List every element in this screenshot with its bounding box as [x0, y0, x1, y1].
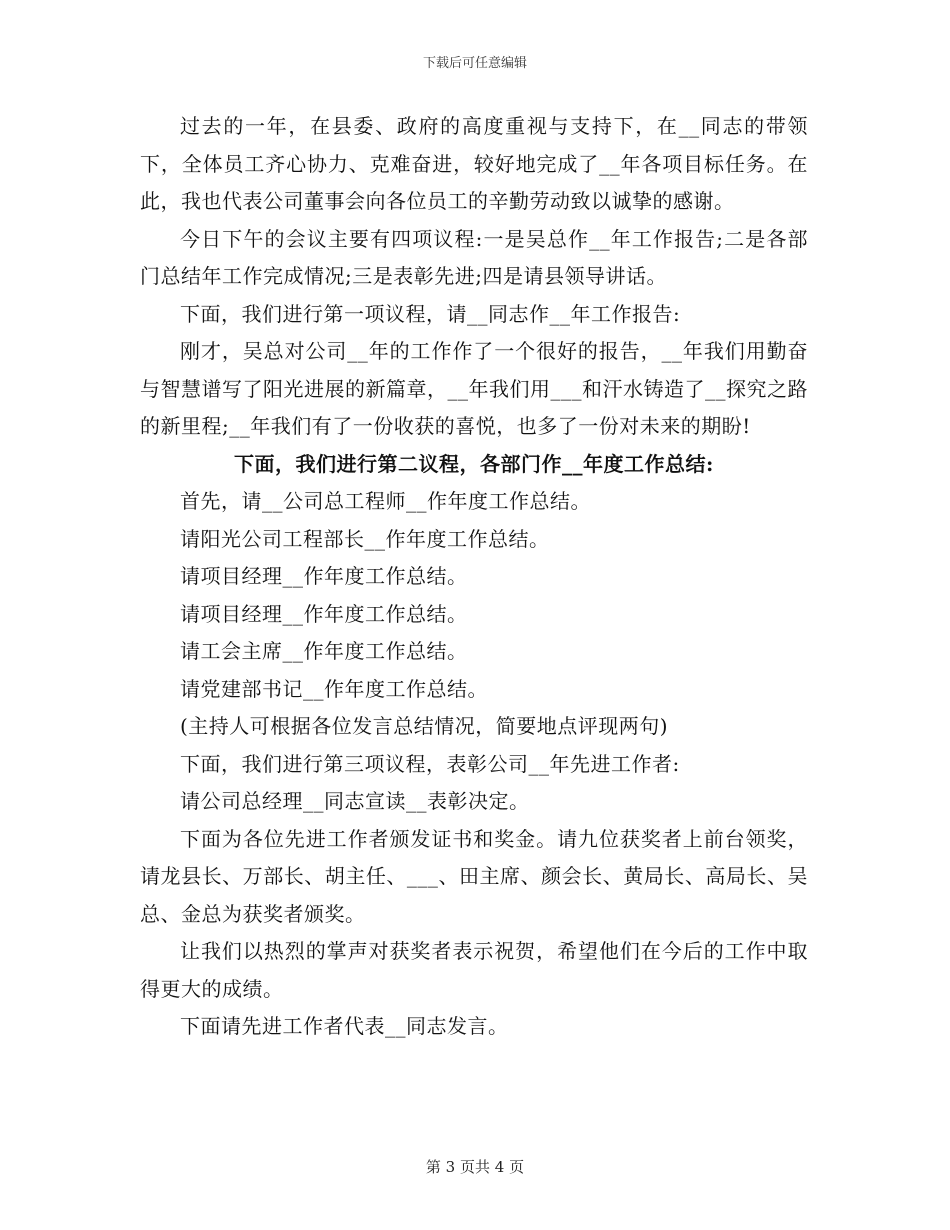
- page-footer: 第 3 页共 4 页: [425, 1158, 525, 1176]
- paragraph-host-note: (主持人可根据各位发言总结情况，简要地点评现两句): [180, 714, 669, 738]
- paragraph-agenda-item-3: 下面，我们进行第三项议程，表彰公司__年先进工作者:: [180, 751, 680, 776]
- paragraph-opening: 过去的一年，在县委、政府的高度重视与支持下，在__同志的带领下，全体员工齐心协力、克难奋进，较好地完成了__年各项目标任务。在此，我也代表公司董事会向各位员工的辛勤劳动致以诚挚的感谢。: [140, 114, 808, 213]
- document-body: [140, 108, 808, 1046]
- paragraph-applause: 让我们以热烈的掌声对获奖者表示祝贺，希望他们在今后的工作中取得更大的成绩。: [140, 939, 808, 1001]
- page-header: 下载后可任意编辑: [422, 56, 527, 71]
- paragraph-speaker-1: 首先，请__公司总工程师__作年度工作总结。: [180, 489, 591, 513]
- paragraph-agenda: 今日下午的会议主要有四项议程:一是吴总作__年工作报告;二是各部门总结年工作完成情况;三是表彰先进;四是请县领导讲话。: [140, 226, 808, 288]
- paragraph-speaker-4: 请项目经理__作年度工作总结。: [180, 601, 468, 626]
- paragraph-award-presentation: 下面为各位先进工作者颁发证书和奖金。请九位获奖者上前台领奖，请龙县长、万部长、胡主任、___、田主席、颜会长、黄局长、高局长、吴总、金总为获奖者颁奖。: [140, 826, 808, 926]
- paragraph-report-summary: 刚才，吴总对公司__年的工作作了一个很好的报告，__年我们用勤奋与智慧谱写了阳光进展的新篇章，__年我们用___和汗水铸造了__探究之路的新里程;__年我们有了一份收获的喜悦，也多了一份对未来的期盼!: [140, 339, 808, 438]
- section-heading-agenda-2: 下面，我们进行第二议程，各部门作__年度工作总结:: [234, 451, 714, 476]
- paragraph-commendation-decision: 请公司总经理__同志宣读__表彰决定。: [180, 789, 530, 813]
- paragraph-agenda-item-1: 下面，我们进行第一项议程，请__同志作__年工作报告:: [180, 301, 681, 326]
- paragraph-speaker-2: 请阳光公司工程部长__作年度工作总结。: [180, 526, 550, 551]
- paragraph-speaker-3: 请项目经理__作年度工作总结。: [180, 564, 468, 588]
- paragraph-representative-speech: 下面请先进工作者代表__同志发言。: [180, 1014, 509, 1038]
- paragraph-speaker-5: 请工会主席__作年度工作总结。: [180, 639, 468, 663]
- paragraph-speaker-6: 请党建部书记__作年度工作总结。: [180, 676, 488, 701]
